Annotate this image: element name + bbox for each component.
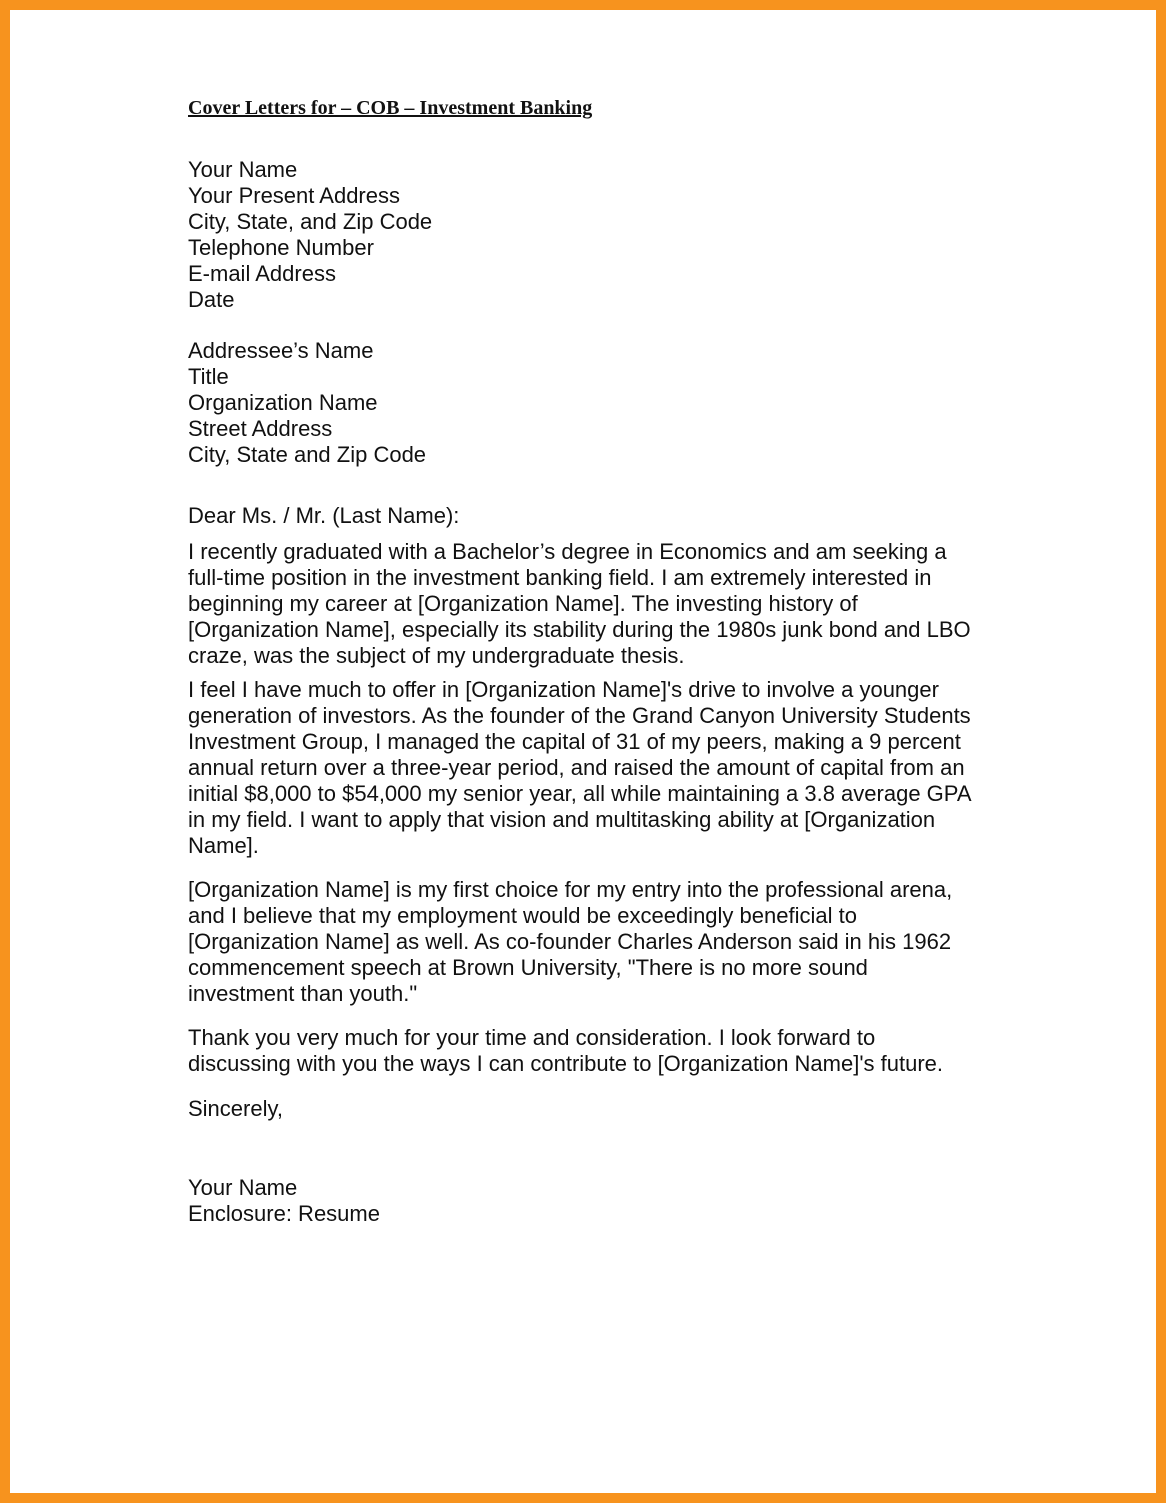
- addressee-street: Street Address: [188, 416, 333, 441]
- paragraph-line: discussing with you the ways I can contribute to [Organization Name]'s future.: [188, 1051, 944, 1076]
- addressee-name: Addressee’s Name: [188, 338, 374, 363]
- addressee-city-state-zip: City, State and Zip Code: [188, 442, 427, 467]
- paragraph-line: Investment Group, I managed the capital of 31 of my peers, making a 9 percent: [188, 729, 961, 754]
- sender-address: Your Present Address: [188, 183, 400, 208]
- paragraph-line: commencement speech at Brown University, "There is no more sound: [188, 955, 868, 980]
- paragraph-line: full-time position in the investment banking field. I am extremely interested in: [188, 565, 932, 590]
- enclosure-note: Enclosure: Resume: [188, 1201, 380, 1226]
- addressee-organization: Organization Name: [188, 390, 378, 415]
- document-title: Cover Letters for – COB – Investment Banking: [188, 97, 593, 119]
- signature-name: Your Name: [188, 1175, 298, 1200]
- paragraph-line: [Organization Name] as well. As co-founder Charles Anderson said in his 1962: [188, 929, 952, 954]
- sender-email: E-mail Address: [188, 261, 336, 286]
- paragraph-line: in my field. I want to apply that vision and multitasking ability at [Organization: [188, 807, 936, 832]
- paragraph-line: I recently graduated with a Bachelor’s degree in Economics and am seeking a: [188, 539, 947, 564]
- body-paragraph-3: [188, 877, 1000, 1007]
- paragraph-line: I feel I have much to offer in [Organization Name]'s drive to involve a younger: [188, 677, 939, 702]
- paragraph-line: generation of investors. As the founder of the Grand Canyon University Students: [188, 703, 971, 728]
- paragraph-line: [Organization Name], especially its stability during the 1980s junk bond and LBO: [188, 617, 971, 642]
- paragraph-line: Thank you very much for your time and consideration. I look forward to: [188, 1025, 876, 1050]
- closing: Sincerely,: [188, 1096, 283, 1121]
- body-paragraph-1: [188, 539, 1000, 669]
- paragraph-line: and I believe that my employment would be exceedingly beneficial to: [188, 903, 857, 928]
- paragraph-line: beginning my career at [Organization Name]. The investing history of: [188, 591, 858, 616]
- sender-name: Your Name: [188, 157, 298, 182]
- sender-telephone: Telephone Number: [188, 235, 374, 260]
- paragraph-line: investment than youth.": [188, 981, 418, 1006]
- sender-date: Date: [188, 287, 235, 312]
- paragraph-line: annual return over a three-year period, and raised the amount of capital from an: [188, 755, 965, 780]
- salutation: Dear Ms. / Mr. (Last Name):: [188, 503, 460, 528]
- paragraph-line: Name].: [188, 833, 259, 858]
- paragraph-line: initial $8,000 to $54,000 my senior year, all while maintaining a 3.8 average GPA: [188, 781, 972, 806]
- body-paragraph-2: [188, 677, 1000, 859]
- paragraph-line: craze, was the subject of my undergraduate thesis.: [188, 643, 685, 668]
- paragraph-line: [Organization Name] is my first choice for my entry into the professional arena,: [188, 877, 953, 902]
- body-paragraph-4: [188, 1025, 1000, 1077]
- addressee-title: Title: [188, 364, 229, 389]
- sender-city-state-zip: City, State, and Zip Code: [188, 209, 433, 234]
